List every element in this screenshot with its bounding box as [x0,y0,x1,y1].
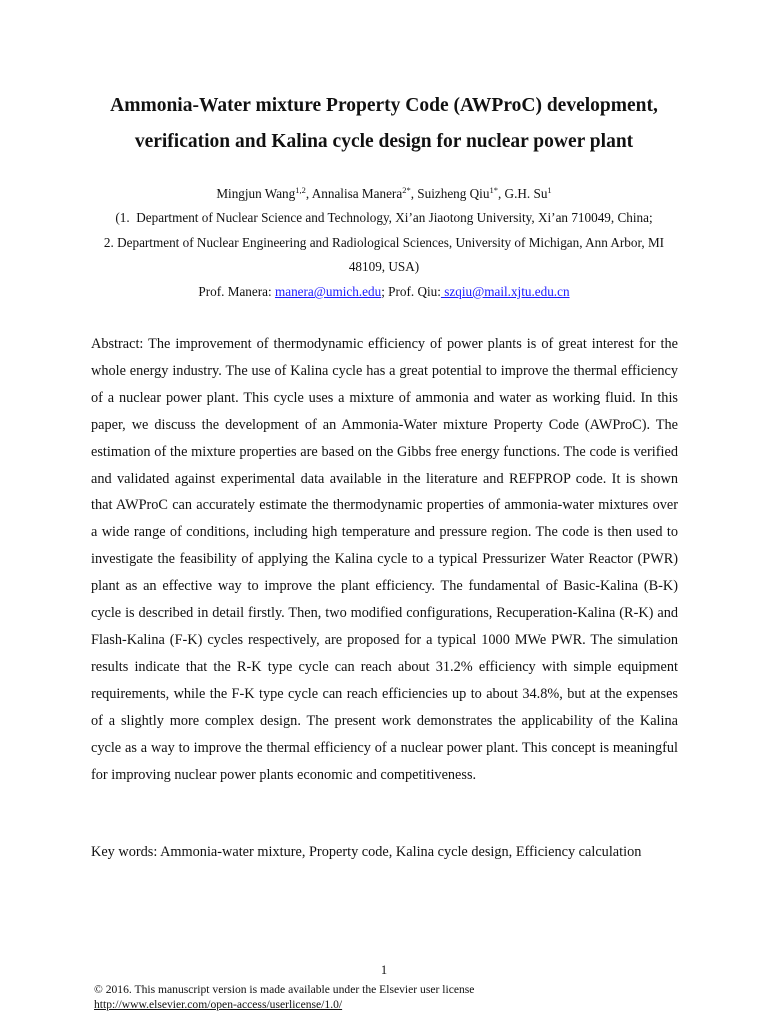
author-list [60,186,708,202]
author-affiliation-marker: 1,2 [295,185,306,195]
abstract-paragraph: Abstract: The improvement of thermodynamic efficiency of power plants is of great interest for the whole energy industry. The use of Kalina cycle has a great potential to improve the thermal efficiency of a nuclear power plant. This cycle uses a mixture of ammonia and water as working fluid. In this paper, we discuss the development of an Ammonia-Water mixture Property Code (AWProC). The estimation of the mixture properties are based on the Gibbs free energy functions. The code is verified and validated against experimental data available in the literature and REFPROP code. It is shown that AWProC can accurately estimate the thermodynamic properties of ammonia-water mixtures over a wide range of conditions, including high temperature and pressure region. The code is then used to investigate the feasibility of applying the Kalina cycle to a typical Pressurizer Water Reactor (PWR) plant as an effective way to improve the plant efficiency. The fundamental of Basic-Kalina (B-K) cycle is described in detail firstly. Then, two modified configurations, Recuperation-Kalina (R-K) and Flash-Kalina (F-K) cycles respectively, are proposed for a typical 1000 MWe PWR. The simulation results indicate that the R-K type cycle can reach about 31.2% efficiency with simple equipment requirements, while the F-K type cycle can reach efficiencies up to about 34.8%, but at the expenses of a slightly more complex design. The present work demonstrates the applicability of the Kalina cycle as a way to improve the thermal efficiency of a nuclear power plant. This concept is meaningful for improving nuclear power plants economic and competitiveness. [91,336,678,783]
email-link-manera[interactable]: manera@umich.edu [274,284,382,299]
page-number: 1 [380,963,388,977]
author-name: Suizheng Qiu [417,186,490,201]
affiliation-1: (1. Department of Nuclear Science and Technology, Xi’an Jiaotong University, Xi’an 710049, China; [115,210,653,225]
contact-label-manera: Prof. Manera: [198,284,275,299]
affiliation-2-line-1: 2. Department of Nuclear Engineering and Radiological Sciences, University of Michigan, Ann Arbor, MI [103,235,665,250]
author-name: Mingjun Wang [216,186,296,201]
author-name: Annalisa Manera [311,186,403,201]
license-url-link[interactable]: http://www.elsevier.com/open-access/userlicense/1.0/ [94,998,343,1011]
author-affiliation-marker: 1 [547,185,552,195]
paper-title-line-1: Ammonia-Water mixture Property Code (AWProC) development, [110,95,658,116]
author-separator: , [497,186,505,201]
email-link-qiu[interactable]: szqiu@mail.xjtu.edu.cn [440,284,570,299]
paper-title-line-2: verification and Kalina cycle design for nuclear power plant [134,131,634,152]
author-affiliation-marker: 2* [402,185,411,195]
author-separator: , [410,186,418,201]
author-separator: , [305,186,312,201]
contact-label-qiu: ; Prof. Qiu: [381,284,441,299]
corresponding-contacts [60,284,708,300]
keywords-line: Key words: Ammonia-water mixture, Property code, Kalina cycle design, Efficiency calculation [91,844,642,860]
author-name: G.H. Su [504,186,548,201]
affiliation-2-line-2: 48109, USA) [348,259,420,274]
license-notice: © 2016. This manuscript version is made available under the Elsevier user license [94,983,475,996]
author-affiliation-marker: 1* [489,185,498,195]
